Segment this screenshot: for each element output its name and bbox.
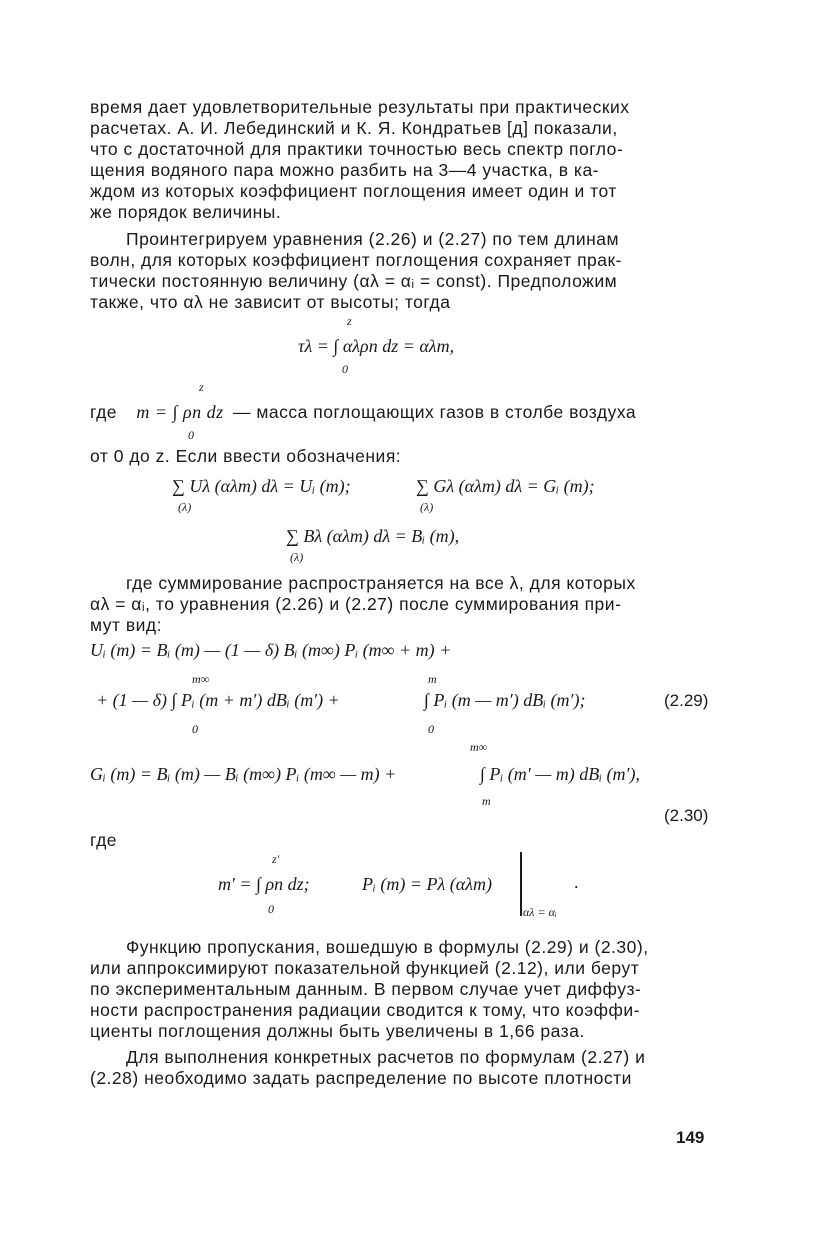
integral-upper-limit: z xyxy=(199,380,204,394)
equation-number: (2.30) xyxy=(664,806,709,825)
text-line: циенты поглощения должны быть увеличены в 1,66 раза. xyxy=(90,1021,585,1041)
from-to-line xyxy=(90,446,720,467)
formula-U-sum: ∑ Uλ (αλm) dλ = Uᵢ (m); xyxy=(172,476,351,496)
text-line: ности распространения радиации сводится к тому, что коэффи- xyxy=(90,1000,641,1020)
integral-lower-limit: 0 xyxy=(268,902,274,916)
formula-mass: m = ∫ ρп dz xyxy=(136,402,224,422)
formula-tau: τλ = ∫ αλρп dz = αλm, xyxy=(298,336,455,356)
integral-lower-limit: 0 xyxy=(342,362,348,376)
formula-P: Pᵢ (m) = Pλ (αλm) xyxy=(362,874,492,894)
sum-subscript: (λ) xyxy=(290,550,304,564)
text-line: время дает удовлетворительные результаты при практических xyxy=(90,97,630,117)
paragraph-5 xyxy=(90,1047,720,1089)
text-line: тически постоянную величину (αλ = αᵢ = const). Предположим xyxy=(90,271,618,291)
equation-2-30: Gᵢ (m) = Bᵢ (m) — Bᵢ (m∞) Pᵢ (m∞ — m) + xyxy=(90,764,397,784)
text-line: волн, для которых коэффициент поглощения сохраняет прак- xyxy=(90,250,622,270)
text-line: же порядок величины. xyxy=(90,202,282,222)
where-line xyxy=(90,830,720,851)
page-number: 149 xyxy=(676,1128,705,1147)
evaluation-bar xyxy=(520,852,522,916)
text-line: (2.28) необходимо задать распределение по высоте плотности xyxy=(90,1068,632,1088)
text-line: также, что αλ не зависит от высоты; тогда xyxy=(90,292,451,312)
equation-2-29-line-2a: + (1 — δ) ∫ Pᵢ (m + m′) dBᵢ (m′) + xyxy=(96,690,340,710)
formula-B-sum: ∑ Bλ (αλm) dλ = Bᵢ (m), xyxy=(286,526,460,546)
where-label: где xyxy=(90,402,118,422)
text-line: αλ = αᵢ, то уравнения (2.26) и (2.27) после суммирования при- xyxy=(90,594,622,614)
where-label: где xyxy=(90,830,118,850)
integral-upper-limit: z xyxy=(347,314,352,328)
integral-lower-limit: 0 xyxy=(192,722,198,736)
sum-subscript: (λ) xyxy=(178,500,192,514)
equation-2-30-tail: ∫ Pᵢ (m′ — m) dBᵢ (m′), xyxy=(480,764,640,784)
mass-description: — масса поглощающих газов в столбе воздуха xyxy=(233,402,637,422)
evaluation-condition: αλ = αᵢ xyxy=(523,905,557,919)
paragraph-2 xyxy=(90,229,720,313)
integral-upper-limit: m xyxy=(428,672,437,686)
formula-m-prime: m′ = ∫ ρп dz; xyxy=(218,874,310,894)
equation-2-29-line-1: Uᵢ (m) = Bᵢ (m) — (1 — δ) Bᵢ (m∞) Pᵢ (m∞ + m) + xyxy=(90,640,452,660)
equation-2-29-line-2b: ∫ Pᵢ (m — m′) dBᵢ (m′); xyxy=(424,690,586,710)
mass-definition-line xyxy=(90,402,730,423)
text-line: или аппроксимируют показательной функцией (2.12), или берут xyxy=(90,958,640,978)
text-line: Функцию пропускания, вошедшую в формулы (2.29) и (2.30), xyxy=(126,937,649,957)
text-line: по экспериментальным данным. В первом случае учет диффуз- xyxy=(90,979,642,999)
paragraph-3 xyxy=(90,573,720,636)
text-line: что с достаточной для практики точностью весь спектр погло- xyxy=(90,139,624,159)
text-line: Проинтегрируем уравнения (2.26) и (2.27) по тем длинам xyxy=(126,229,620,249)
text-line: мут вид: xyxy=(90,615,163,635)
text-line: ждом из которых коэффициент поглощения имеет один и тот xyxy=(90,181,617,201)
text-line: расчетах. А. И. Лебединский и К. Я. Кондратьев [д] показали, xyxy=(90,118,618,138)
text-line: Для выполнения конкретных расчетов по формулам (2.27) и xyxy=(126,1047,646,1067)
integral-lower-limit: m xyxy=(482,794,491,808)
integral-upper-limit: z′ xyxy=(272,852,280,866)
integral-lower-limit: 0 xyxy=(428,722,434,736)
integral-upper-limit: m∞ xyxy=(192,672,210,686)
formula-end-dot: . xyxy=(574,872,579,892)
text-line: от 0 до z. Если ввести обозначения: xyxy=(90,446,402,466)
paragraph-1 xyxy=(90,97,720,223)
sum-subscript: (λ) xyxy=(420,500,434,514)
integral-lower-limit: 0 xyxy=(188,428,194,442)
equation-number: (2.29) xyxy=(664,691,709,710)
text-line: где суммирование распространяется на все λ, для которых xyxy=(126,573,636,593)
text-line: щения водяного пара можно разбить на 3—4 участка, в ка- xyxy=(90,160,600,180)
paragraph-4 xyxy=(90,937,720,1042)
formula-G-sum: ∑ Gλ (αλm) dλ = Gᵢ (m); xyxy=(416,476,595,496)
integral-upper-limit: m∞ xyxy=(470,740,488,754)
